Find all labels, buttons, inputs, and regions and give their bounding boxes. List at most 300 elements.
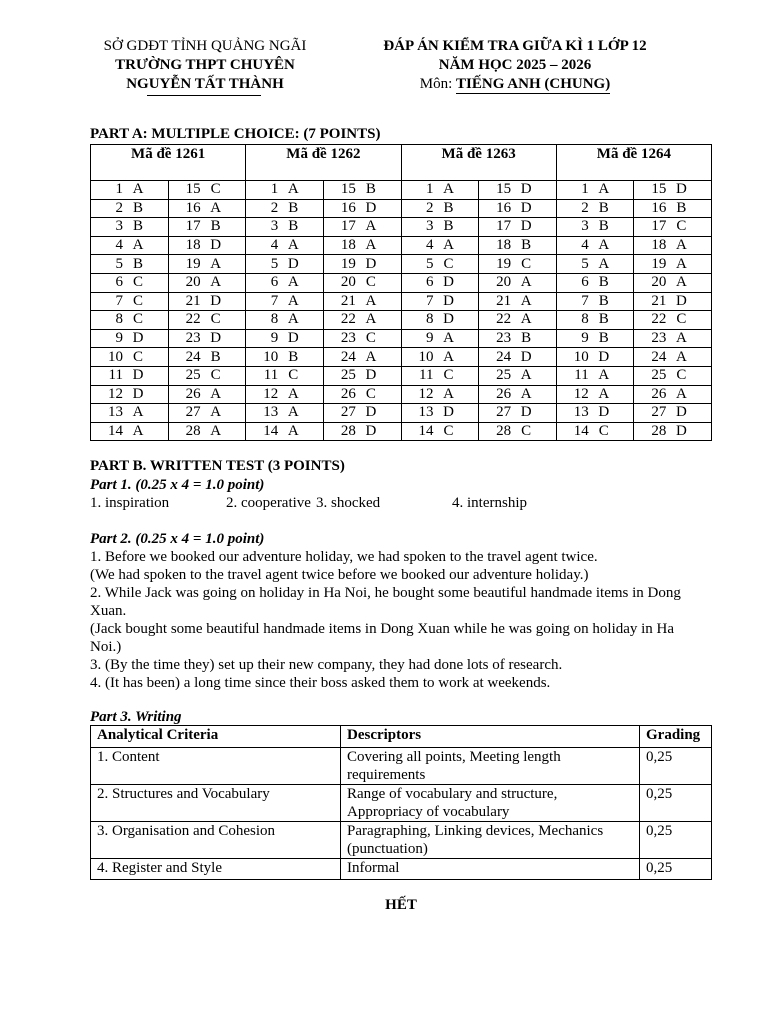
- question-number: 14: [263, 423, 279, 440]
- table-row: [91, 422, 712, 441]
- answer-cell: [556, 218, 634, 237]
- header-divider: [147, 95, 261, 96]
- grading-cell: 0,25: [640, 785, 712, 822]
- answer-cell: [479, 311, 557, 330]
- answer-cell: [168, 292, 246, 311]
- answer-cell: [634, 181, 712, 200]
- answer-cell: [479, 236, 557, 255]
- answer-cell: [168, 181, 246, 200]
- answer-letter: A: [132, 237, 144, 254]
- question-number: 25: [185, 367, 201, 384]
- answer-letter: C: [132, 348, 143, 365]
- answer-letter: D: [365, 199, 377, 216]
- question-number: 1: [426, 181, 434, 198]
- answer-letter: A: [365, 292, 377, 309]
- table-row: [91, 236, 712, 255]
- question-number: 4: [270, 237, 279, 254]
- answer-letter: B: [288, 218, 299, 235]
- question-number: 10: [263, 348, 279, 365]
- answer-letter: A: [675, 348, 687, 365]
- answer-cell: [401, 385, 479, 404]
- answer-cell: [401, 404, 479, 423]
- answer-letter: D: [598, 404, 610, 421]
- question-number: 25: [651, 367, 667, 384]
- question-number: 19: [340, 255, 356, 272]
- answer-cell: [168, 218, 246, 237]
- answer-letter: D: [443, 292, 454, 309]
- answer-letter: A: [365, 311, 377, 328]
- answer-letter: A: [675, 330, 687, 347]
- question-number: 17: [496, 218, 512, 235]
- answer-letter: A: [210, 385, 222, 402]
- question-number: 11: [108, 367, 123, 384]
- question-number: 6: [115, 274, 123, 291]
- answer-cell: [168, 311, 246, 330]
- answer-cell: [556, 329, 634, 348]
- part2-body: [90, 548, 700, 692]
- answer-cell: [91, 181, 169, 200]
- question-number: 7: [270, 292, 279, 309]
- descriptor-cell: Informal: [341, 859, 640, 880]
- answer-cell: [168, 366, 246, 385]
- answer-letter: C: [443, 255, 454, 272]
- answer-letter: C: [676, 218, 687, 235]
- answer-cell: [91, 218, 169, 237]
- question-number: 17: [185, 218, 201, 235]
- answer-letter: C: [365, 330, 376, 347]
- question-number: 22: [651, 311, 667, 328]
- answer-cell: [401, 181, 479, 200]
- question-number: 27: [496, 404, 512, 421]
- table-row: [91, 199, 712, 218]
- answer-cell: [246, 181, 324, 200]
- question-number: 13: [263, 404, 279, 421]
- answer-cell: [323, 199, 401, 218]
- question-number: 7: [115, 292, 123, 309]
- question-number: 4: [581, 237, 589, 254]
- answer-letter: A: [210, 274, 222, 291]
- table-row: [91, 311, 712, 330]
- answer-cell: [91, 273, 169, 292]
- question-number: 13: [418, 404, 434, 421]
- answer-letter: B: [443, 199, 454, 216]
- answer-cell: [323, 422, 401, 441]
- part3-title: Part 3. Writing: [90, 709, 182, 725]
- question-number: 3: [270, 218, 279, 235]
- school-year: NĂM HỌC 2025 – 2026: [438, 57, 592, 73]
- table-row: [91, 292, 712, 311]
- answer-letter: B: [210, 348, 221, 365]
- answer-letter: D: [132, 367, 144, 384]
- question-number: 23: [651, 330, 667, 347]
- table-row: [91, 366, 712, 385]
- question-number: 6: [581, 274, 589, 291]
- code-header: Mã đề 1261: [91, 145, 246, 181]
- answer-cell: [323, 273, 401, 292]
- question-number: 4: [426, 237, 434, 254]
- table-row: [91, 404, 712, 423]
- answer-letter: B: [443, 218, 454, 235]
- answer-letter: A: [132, 423, 144, 440]
- answer-cell: [556, 422, 634, 441]
- answer-letter: A: [443, 348, 454, 365]
- part2-title: Part 2. (0.25 x 4 = 1.0 point): [90, 531, 265, 547]
- answer-cell: [91, 404, 169, 423]
- question-number: 25: [496, 367, 512, 384]
- answer-letter: A: [443, 385, 454, 402]
- question-number: 26: [651, 385, 667, 402]
- answer-letter: C: [365, 274, 376, 291]
- answer-letter: C: [521, 255, 532, 272]
- answer-cell: [168, 404, 246, 423]
- criteria-header: Analytical Criteria: [91, 726, 341, 748]
- question-number: 8: [426, 311, 434, 328]
- answer-letter: A: [287, 311, 299, 328]
- answer-letter: C: [598, 423, 609, 440]
- school-line2: NGUYỄN TẤT THÀNH: [126, 76, 284, 92]
- question-number: 7: [581, 292, 589, 309]
- question-number: 9: [115, 330, 123, 347]
- answer-letter: B: [132, 255, 143, 272]
- question-number: 20: [496, 274, 512, 291]
- answer-cell: [246, 422, 324, 441]
- question-number: 18: [496, 237, 512, 254]
- part2-line: 1. Before we booked our adventure holiday, we had spoken to the travel agent twice.: [90, 549, 598, 565]
- answer-letter: C: [521, 423, 532, 440]
- answer-letter: B: [132, 199, 143, 216]
- answer-letter: A: [675, 237, 687, 254]
- answer-letter: A: [520, 367, 532, 384]
- question-number: 27: [651, 404, 667, 421]
- table-row: [91, 329, 712, 348]
- answer-letter: D: [520, 348, 532, 365]
- answer-letter: A: [287, 181, 299, 198]
- question-number: 15: [185, 181, 201, 198]
- question-number: 22: [340, 311, 356, 328]
- answer-cell: [634, 236, 712, 255]
- question-number: 11: [574, 367, 589, 384]
- answer-cell: [246, 236, 324, 255]
- question-number: 5: [115, 255, 123, 272]
- answer-cell: [556, 181, 634, 200]
- answer-letter: A: [132, 181, 144, 198]
- question-number: 24: [651, 348, 667, 365]
- answer-cell: [634, 273, 712, 292]
- answer-letter: B: [598, 311, 609, 328]
- answer-cell: [323, 218, 401, 237]
- answer-letter: A: [287, 423, 299, 440]
- criteria-cell: 4. Register and Style: [91, 859, 341, 880]
- answer-letter: A: [598, 385, 610, 402]
- question-number: 2: [270, 199, 279, 216]
- answer-cell: [401, 199, 479, 218]
- answer-cell: [479, 255, 557, 274]
- answer-cell: [401, 329, 479, 348]
- answer-cell: [634, 199, 712, 218]
- answer-cell: [556, 385, 634, 404]
- answer-letter: D: [287, 330, 299, 347]
- code-header: Mã đề 1263: [401, 145, 556, 181]
- grading-cell: 0,25: [640, 859, 712, 880]
- answer-cell: [246, 218, 324, 237]
- answer-cell: [556, 311, 634, 330]
- answer-cell: [634, 422, 712, 441]
- part2-line: 3. (By the time they) set up their new company, they had done lots of research.: [90, 657, 563, 673]
- question-number: 24: [340, 348, 356, 365]
- question-number: 13: [573, 404, 589, 421]
- answer-letter: D: [365, 367, 377, 384]
- question-number: 13: [108, 404, 123, 421]
- question-number: 28: [496, 423, 512, 440]
- answer-cell: [401, 311, 479, 330]
- dept-name: SỞ GDĐT TỈNH QUẢNG NGÃI: [103, 38, 307, 54]
- answer-cell: [556, 199, 634, 218]
- answer-letter: D: [675, 423, 687, 440]
- answer-letter: C: [132, 274, 143, 291]
- answer-cell: [168, 236, 246, 255]
- answer-cell: [634, 311, 712, 330]
- question-number: 12: [418, 385, 434, 402]
- answer-letter: A: [675, 274, 687, 291]
- answer-cell: [634, 218, 712, 237]
- answer-cell: [91, 422, 169, 441]
- question-number: 19: [185, 255, 201, 272]
- question-number: 16: [185, 199, 201, 216]
- answer-letter: A: [287, 292, 299, 309]
- answer-letter: A: [210, 404, 222, 421]
- question-number: 14: [418, 423, 434, 440]
- answer-letter: D: [210, 237, 222, 254]
- answer-cell: [168, 273, 246, 292]
- answer-cell: [246, 329, 324, 348]
- answer-letter: A: [132, 404, 144, 421]
- answer-letter: B: [288, 199, 299, 216]
- question-number: 9: [581, 330, 589, 347]
- criteria-table: [90, 725, 712, 880]
- answer-cell: [401, 422, 479, 441]
- answer-cell: [91, 255, 169, 274]
- answer-cell: [323, 181, 401, 200]
- answer-cell: [401, 273, 479, 292]
- question-number: 28: [651, 423, 667, 440]
- answer-cell: [246, 311, 324, 330]
- question-number: 14: [108, 423, 123, 440]
- answer-letter: D: [520, 199, 532, 216]
- question-number: 11: [419, 367, 434, 384]
- answer-letter: D: [520, 218, 532, 235]
- question-number: 8: [581, 311, 589, 328]
- answer-letter: C: [210, 311, 221, 328]
- answer-cell: [246, 404, 324, 423]
- answer-letter: B: [210, 218, 221, 235]
- answer-cell: [168, 255, 246, 274]
- subject-name: TIẾNG ANH (CHUNG): [456, 76, 611, 92]
- answer-cell: [168, 348, 246, 367]
- answer-cell: [634, 348, 712, 367]
- question-number: 1: [115, 181, 123, 198]
- answer-cell: [323, 292, 401, 311]
- question-number: 7: [426, 292, 434, 309]
- question-number: 24: [185, 348, 201, 365]
- answer-cell: [479, 218, 557, 237]
- answer-letter: A: [598, 367, 610, 384]
- part1-answer: 1. inspiration: [90, 495, 170, 511]
- question-number: 23: [496, 330, 512, 347]
- end-marker: HẾT: [385, 897, 417, 913]
- question-number: 1: [270, 181, 279, 198]
- answer-cell: [246, 255, 324, 274]
- question-number: 3: [115, 218, 123, 235]
- answer-cell: [634, 404, 712, 423]
- table-row: [91, 218, 712, 237]
- question-number: 12: [573, 385, 589, 402]
- question-number: 20: [651, 274, 667, 291]
- answer-letter: D: [675, 292, 687, 309]
- question-number: 4: [115, 237, 123, 254]
- answer-table: [90, 144, 712, 441]
- answer-letter: A: [598, 181, 610, 198]
- answer-cell: [401, 348, 479, 367]
- question-number: 3: [581, 218, 589, 235]
- question-number: 15: [340, 181, 356, 198]
- answer-cell: [246, 385, 324, 404]
- answer-cell: [479, 292, 557, 311]
- subject-label: Môn:: [419, 76, 453, 92]
- question-number: 22: [185, 311, 201, 328]
- descriptors-header: Descriptors: [341, 726, 640, 748]
- answer-letter: A: [598, 255, 610, 272]
- question-number: 20: [185, 274, 201, 291]
- question-number: 15: [651, 181, 667, 198]
- answer-cell: [556, 255, 634, 274]
- answer-letter: C: [288, 367, 299, 384]
- answer-letter: D: [365, 423, 377, 440]
- school-line1: TRƯỜNG THPT CHUYÊN: [115, 57, 295, 73]
- answer-letter: D: [287, 255, 299, 272]
- answer-letter: B: [521, 237, 532, 254]
- answer-cell: [323, 329, 401, 348]
- answer-letter: B: [288, 348, 299, 365]
- table-row: [91, 181, 712, 200]
- answer-cell: [91, 236, 169, 255]
- answer-letter: A: [210, 199, 222, 216]
- answer-cell: [168, 422, 246, 441]
- question-number: 2: [426, 199, 434, 216]
- answer-cell: [168, 199, 246, 218]
- answer-letter: D: [132, 385, 144, 402]
- answer-letter: C: [132, 311, 143, 328]
- answer-cell: [479, 348, 557, 367]
- answer-letter: A: [287, 385, 299, 402]
- answer-cell: [91, 329, 169, 348]
- header-right: [360, 37, 670, 94]
- descriptor-cell: Paragraphing, Linking devices, Mechanics (punctuation): [341, 822, 640, 859]
- doc-title: ĐÁP ÁN KIỂM TRA GIỮA KÌ 1 LỚP 12: [383, 38, 647, 54]
- question-number: 28: [340, 423, 356, 440]
- answer-letter: A: [443, 237, 454, 254]
- grading-header: Grading: [640, 726, 712, 748]
- answer-letter: B: [132, 218, 143, 235]
- criteria-cell: 3. Organisation and Cohesion: [91, 822, 341, 859]
- question-number: 12: [108, 385, 123, 402]
- criteria-cell: 2. Structures and Vocabulary: [91, 785, 341, 822]
- question-number: 25: [340, 367, 356, 384]
- answer-letter: C: [676, 367, 687, 384]
- answer-cell: [401, 236, 479, 255]
- descriptor-cell: Range of vocabulary and structure, Appropriacy of vocabulary: [341, 785, 640, 822]
- answer-cell: [246, 199, 324, 218]
- question-number: 2: [581, 199, 589, 216]
- answer-cell: [246, 292, 324, 311]
- answer-letter: A: [287, 237, 299, 254]
- question-number: 16: [340, 199, 356, 216]
- question-number: 21: [496, 292, 512, 309]
- question-number: 12: [263, 385, 279, 402]
- answer-letter: D: [520, 404, 532, 421]
- answer-cell: [91, 385, 169, 404]
- answer-cell: [323, 348, 401, 367]
- answer-letter: C: [443, 367, 454, 384]
- answer-letter: B: [676, 199, 687, 216]
- grading-cell: 0,25: [640, 748, 712, 785]
- question-number: 26: [185, 385, 201, 402]
- question-number: 5: [581, 255, 589, 272]
- answer-cell: [556, 236, 634, 255]
- answer-letter: A: [365, 218, 377, 235]
- answer-letter: A: [598, 237, 610, 254]
- question-number: 18: [185, 237, 201, 254]
- table-row: [91, 385, 712, 404]
- question-number: 21: [340, 292, 356, 309]
- answer-cell: [91, 311, 169, 330]
- question-number: 26: [340, 385, 356, 402]
- answer-cell: [91, 292, 169, 311]
- answer-cell: [401, 292, 479, 311]
- answer-cell: [168, 385, 246, 404]
- answer-cell: [168, 329, 246, 348]
- subject-line: [360, 75, 670, 94]
- answer-cell: [91, 366, 169, 385]
- answer-cell: [323, 385, 401, 404]
- question-number: 1: [581, 181, 589, 198]
- answer-letter: B: [598, 292, 609, 309]
- answer-cell: [479, 385, 557, 404]
- question-number: 9: [426, 330, 434, 347]
- question-number: 18: [651, 237, 667, 254]
- question-number: 23: [185, 330, 201, 347]
- answer-letter: B: [521, 330, 532, 347]
- part-b-heading: PART B. WRITTEN TEST (3 POINTS): [90, 458, 345, 474]
- answer-letter: C: [132, 292, 143, 309]
- answer-letter: D: [675, 404, 687, 421]
- answer-letter: A: [210, 255, 222, 272]
- table-row: [91, 273, 712, 292]
- part1-answer: 4. internship: [452, 495, 527, 511]
- answer-cell: [634, 329, 712, 348]
- answer-cell: [401, 255, 479, 274]
- answer-letter: A: [520, 274, 532, 291]
- table-row: [91, 348, 712, 367]
- answer-letter: A: [287, 404, 299, 421]
- answer-cell: [246, 366, 324, 385]
- part2-line: 2. While Jack was going on holiday in Ha Noi, he bought some beautiful handmade items in Dong Xuan.: [90, 585, 681, 619]
- question-number: 22: [496, 311, 512, 328]
- answer-cell: [556, 273, 634, 292]
- question-number: 6: [426, 274, 434, 291]
- part2-line: (We had spoken to the travel agent twice before we booked our adventure holiday.): [90, 567, 589, 583]
- question-number: 10: [108, 348, 123, 365]
- answer-cell: [323, 255, 401, 274]
